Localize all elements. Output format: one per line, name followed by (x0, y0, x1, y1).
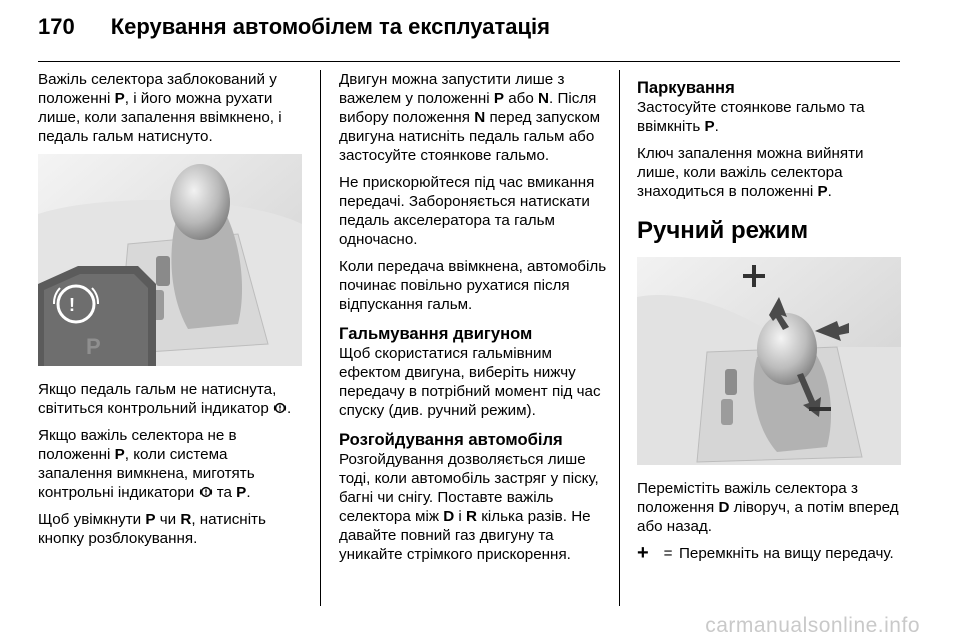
brake-indicator-icon (273, 401, 287, 415)
page-header (38, 14, 550, 48)
paragraph-no-acceleration: Не прискорюйтеся під час вмикання передачі. Забороняється натискати педаль акселератора та гальм одночасно. (339, 174, 595, 248)
paragraph-brake-indicator: Якщо педаль гальм не натиснута, світиться контрольний індикатор . (38, 381, 292, 417)
manual-mode-drawing (637, 257, 901, 465)
paragraph-creep: Коли передача ввімкнена, автомобіль починає повільно рухатися після відпускання гальм. (339, 258, 607, 313)
manual-mode-illustration (637, 257, 901, 465)
column-1 (38, 70, 306, 556)
paragraph-engine-braking: Щоб скористатися гальмівним ефектом двигуна, виберіть нижчу передачу в потрібний момент під час спуску (див. ручний режим). (339, 345, 601, 419)
svg-text:!: ! (69, 295, 75, 315)
paragraph-key-removal: Ключ запалення можна вийняти лише, коли важіль селектора знаходиться в положенні P. (637, 145, 864, 200)
heading-engine-braking: Гальмування двигуном (339, 324, 533, 343)
column-3 (637, 70, 905, 563)
plus-icon: + (637, 542, 649, 564)
upshift-text: Перемкніть на вищу передачу. (679, 545, 894, 562)
heading-manual-mode: Ручний режим (637, 217, 809, 244)
equals-sign: = (663, 545, 673, 562)
paragraph-manual-shift: Перемістіть важіль селектора з положення D ліворуч, а потім вперед або назад. (637, 480, 899, 535)
upshift-instruction (637, 544, 905, 563)
paragraph-selector-locked: Важіль селектора заблокований у положенні P, і його можна рухати лише, коли запалення ввімкнено, і педаль гальм натиснуто. (38, 71, 282, 145)
paragraph-engine-start: Двигун можна запустити лише з важелем у положенні P або N. Після вибору положення N перед запуском двигуна натисніть педаль гальм або застосуйте стоянкове гальмо. (339, 71, 601, 164)
page-number: 170 (38, 14, 75, 39)
minus-icon (809, 407, 831, 411)
paragraph-parking: Застосуйте стоянкове гальмо та ввімкніть P. (637, 99, 865, 135)
header-divider (38, 61, 900, 62)
watermark: carmanualsonline.info (705, 614, 920, 637)
brake-indicator-icon (199, 485, 213, 499)
svg-text:P: P (86, 334, 101, 359)
column-divider (619, 70, 620, 606)
column-divider (320, 70, 321, 606)
column-2 (339, 70, 607, 572)
paragraph-indicators-flash: Якщо важіль селектора не в положенні P, коли система запалення вимкнена, миготять контрольні індикатори та P. (38, 427, 255, 501)
paragraph-unlock-button: Щоб увімкнути P чи R, натисніть кнопку розблокування. (38, 511, 266, 547)
paragraph-rocking: Розгойдування дозволяється лише тоді, коли автомобіль застряг у піску, багні чи снігу. Поставте важіль селектора між D і R кілька разів. Не давайте повний газ двигуну та уникайте стрімкого прискорення. (339, 451, 599, 563)
gear-selector-illustration (38, 154, 302, 366)
section-title: Керування автомобілем та експлуатація (110, 14, 550, 39)
heading-rocking: Розгойдування автомобіля (339, 430, 563, 449)
heading-parking: Паркування (637, 78, 735, 97)
gear-selector-drawing (38, 154, 302, 366)
